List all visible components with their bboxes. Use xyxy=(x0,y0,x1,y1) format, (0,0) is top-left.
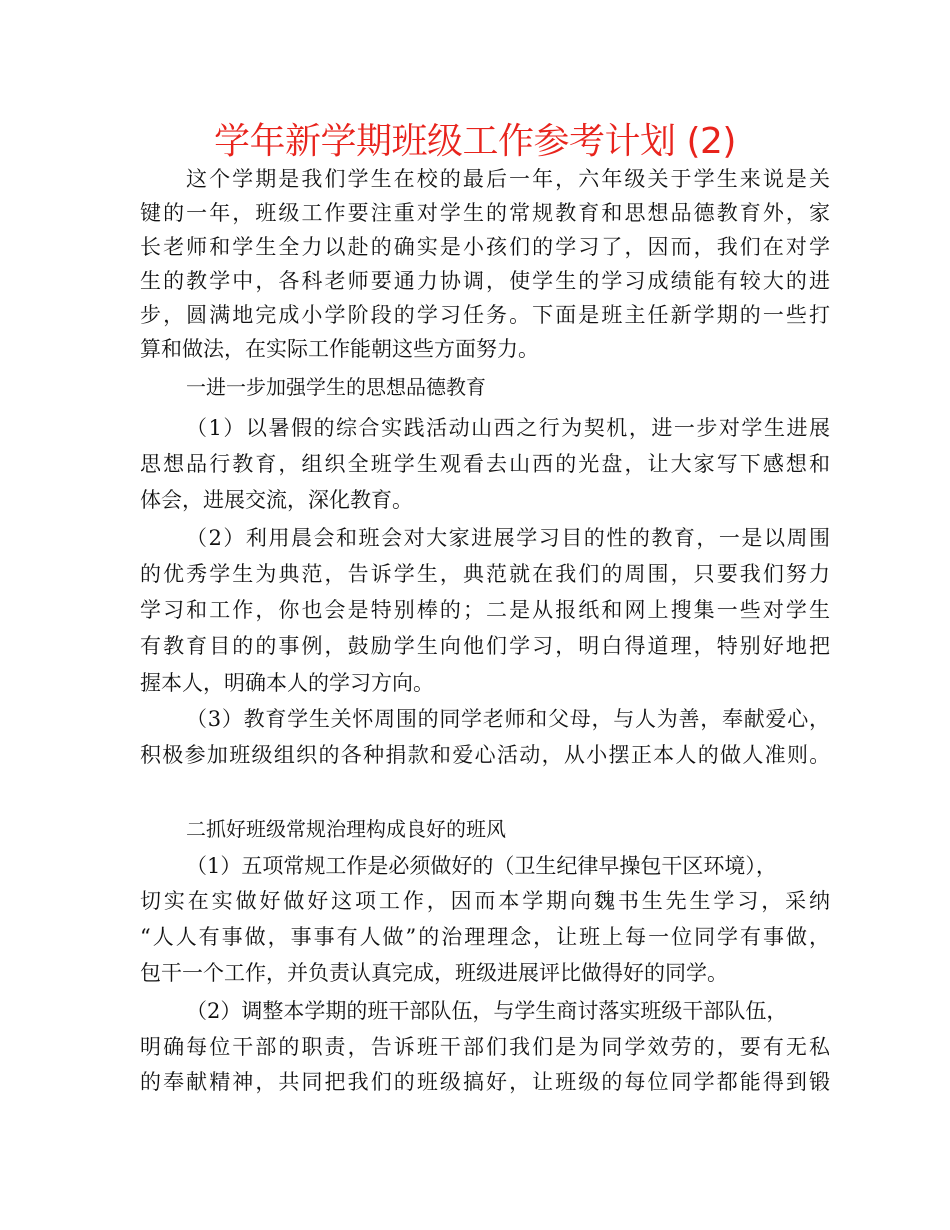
paragraph-line: 有教育目的的事例，鼓励学生向他们学习，明白得道理，特别好地把 xyxy=(140,634,830,658)
paragraph-line: （1）五项常规工作是必须做好的（卫生纪律早操包干区环境）， xyxy=(186,854,777,878)
paragraph-line: 步，圆满地完成小学阶段的学习任务。下面是班主任新学期的一些打 xyxy=(140,303,830,327)
paragraph-line: “人人有事做，事事有人做”的治理理念，让班上每一位同学有事做， xyxy=(140,925,830,949)
paragraph-line: 的优秀学生为典范，告诉学生，典范就在我们的周围，只要我们努力 xyxy=(140,562,830,586)
paragraph-line: （3）教育学生关怀周围的同学老师和父母，与人为善，奉献爱心， xyxy=(186,707,830,731)
paragraph-line: 体会，进展交流，深化教育。 xyxy=(140,488,413,512)
paragraph-line: （2）利用晨会和班会对大家进展学习目的性的教育，一是以周围 xyxy=(186,526,830,550)
section-heading: 一进一步加强学生的思想品德教育 xyxy=(186,375,486,399)
paragraph-line: 算和做法，在实际工作能朝这些方面努力。 xyxy=(140,337,539,361)
paragraph-line: 握本人，明确本人的学习方向。 xyxy=(140,671,434,695)
paragraph-line: 明确每位干部的职责，告诉班干部们我们是为同学效劳的，要有无私 xyxy=(140,1035,830,1059)
paragraph-line: 学习和工作，你也会是特别棒的；二是从报纸和网上搜集一些对学生 xyxy=(140,598,830,622)
paragraph-line: 切实在实做好做好这项工作，因而本学期向魏书生先生学习，采纳 xyxy=(140,889,830,913)
paragraph-line: 键的一年，班级工作要注重对学生的常规教育和思想品德教育外，家 xyxy=(140,201,830,225)
document-title: 学年新学期班级工作参考计划 (2) xyxy=(214,121,736,162)
paragraph-line: 积极参加班级组织的各种捐款和爱心活动，从小摆正本人的做人准则。 xyxy=(140,743,830,767)
paragraph-line: （2）调整本学期的班干部队伍，与学生商讨落实班级干部队伍， xyxy=(186,999,788,1023)
paragraph-line: 的奉献精神，共同把我们的班级搞好，让班级的每位同学都能得到锻 xyxy=(140,1070,830,1094)
paragraph-line: 生的教学中，各科老师要通力协调，使学生的学习成绩能有较大的进 xyxy=(140,269,830,293)
section-heading: 二抓好班级常规治理构成良好的班风 xyxy=(186,817,506,841)
paragraph-line: 包干一个工作，并负责认真完成，班级进展评比做得好的同学。 xyxy=(140,961,728,985)
paragraph-line: 长老师和学生全力以赴的确实是小孩们的学习了，因而，我们在对学 xyxy=(140,235,830,259)
paragraph-line: （1）以暑假的综合实践活动山西之行为契机，进一步对学生进展 xyxy=(186,416,830,440)
paragraph-line: 这个学期是我们学生在校的最后一年，六年级关于学生来说是关 xyxy=(186,167,830,191)
paragraph-line: 思想品行教育，组织全班学生观看去山西的光盘，让大家写下感想和 xyxy=(140,452,830,476)
